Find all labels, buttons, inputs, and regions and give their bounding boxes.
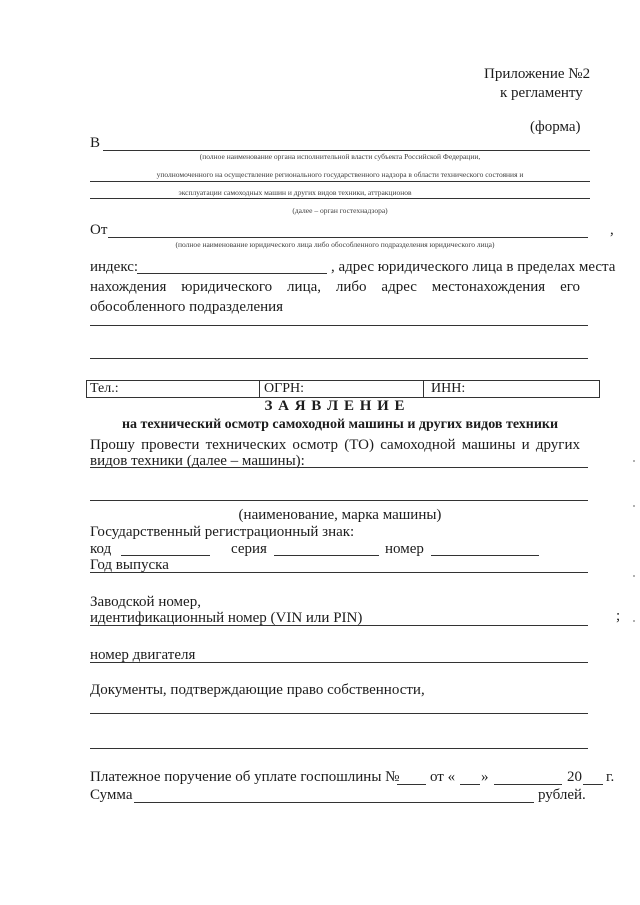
year-field-line	[90, 572, 588, 573]
scan-artifact	[633, 460, 635, 462]
payment-date-close: »	[481, 769, 489, 785]
from-caption: (полное наименование юридического лица либо обособленного подразделения юридического лица)	[175, 240, 495, 249]
engine-number-label: номер двигателя	[90, 647, 196, 663]
to-caption-4: (далее – орган гостехнадзора)	[292, 206, 388, 215]
from-line	[108, 237, 588, 238]
payment-month-field	[494, 784, 562, 785]
to-line	[103, 150, 590, 151]
vin-field-line	[90, 625, 588, 626]
contacts-divider-2	[423, 380, 424, 398]
sum-label: Сумма	[90, 787, 133, 803]
index-label: индекс:	[90, 259, 139, 275]
appendix-number: Приложение №2	[484, 66, 591, 82]
ownership-line-1	[90, 713, 588, 714]
payment-year-prefix: 20	[567, 769, 582, 785]
address-line-3: обособленного подразделения	[90, 299, 284, 315]
factory-number-label: Заводской номер,	[90, 594, 201, 610]
payment-order-number-field	[397, 784, 426, 785]
scan-artifact	[633, 505, 635, 507]
engine-field-line	[90, 662, 588, 663]
phone-cell: Тел.:	[90, 381, 119, 396]
document-subtitle: на технический осмотр самоходной машины и других видов техники	[121, 417, 559, 432]
index-field-line	[137, 273, 327, 274]
request-line-1: Прошу провести технических осмотр (ТО) самоходной машины и других	[90, 437, 580, 453]
vin-trailing: ;	[616, 608, 621, 624]
machine-name-line	[90, 500, 588, 501]
to-label: В	[90, 135, 101, 151]
ownership-line-2	[90, 748, 588, 749]
address-blank-line-1	[90, 325, 588, 326]
vin-label: идентификационный номер (VIN или PIN)	[90, 610, 363, 626]
ogrn-cell: ОГРН:	[264, 381, 304, 396]
address-line-1: , адрес юридического лица в пределах места	[331, 259, 616, 275]
to-line-3	[90, 198, 590, 199]
payment-year-field	[583, 784, 603, 785]
contacts-divider-1	[259, 380, 260, 398]
machine-caption: (наименование, марка машины)	[238, 507, 442, 523]
payment-date-open: от «	[430, 769, 456, 785]
registration-title: Государственный регистрационный знак:	[90, 524, 355, 540]
sum-field-line	[134, 802, 534, 803]
from-label: От	[90, 222, 108, 238]
to-caption-3: эксплуатации самоходных машин и других видов техники, аттракционов	[178, 188, 412, 197]
scan-artifact	[633, 620, 635, 622]
sum-currency: рублей.	[538, 787, 586, 803]
appendix-regulation: к регламенту	[500, 85, 583, 101]
registration-code-label: код	[90, 541, 112, 557]
address-line-2: нахождения юридического лица, либо адрес местонахождения его	[90, 279, 580, 295]
from-trailing: ,	[610, 222, 614, 238]
document-title: З А Я В Л Е Н И Е	[264, 398, 406, 414]
registration-series-field	[274, 555, 379, 556]
ownership-label: Документы, подтверждающие право собственности,	[90, 682, 425, 698]
registration-series-label: серия	[231, 541, 267, 557]
to-caption-1: (полное наименование органа исполнительной власти субъекта Российской Федерации,	[199, 152, 481, 161]
to-caption-2: уполномоченного на осуществление регионального государственного надзора в области технического состояния и	[156, 170, 524, 179]
request-line-underline	[90, 467, 588, 468]
registration-number-field	[431, 555, 539, 556]
contacts-border-right	[599, 380, 600, 398]
contacts-table	[86, 380, 599, 398]
request-line-2: видов техники (далее – машины):	[90, 453, 305, 469]
form-label: (форма)	[530, 119, 581, 135]
to-line-2	[90, 181, 590, 182]
registration-number-label: номер	[385, 541, 424, 557]
payment-year-suffix: г.	[606, 769, 615, 785]
payment-order-label: Платежное поручение об уплате госпошлины №	[90, 769, 400, 785]
year-label: Год выпуска	[90, 557, 169, 573]
address-blank-line-2	[90, 358, 588, 359]
scan-artifact	[633, 575, 635, 577]
payment-day-field	[460, 784, 480, 785]
inn-cell: ИНН:	[431, 381, 466, 396]
